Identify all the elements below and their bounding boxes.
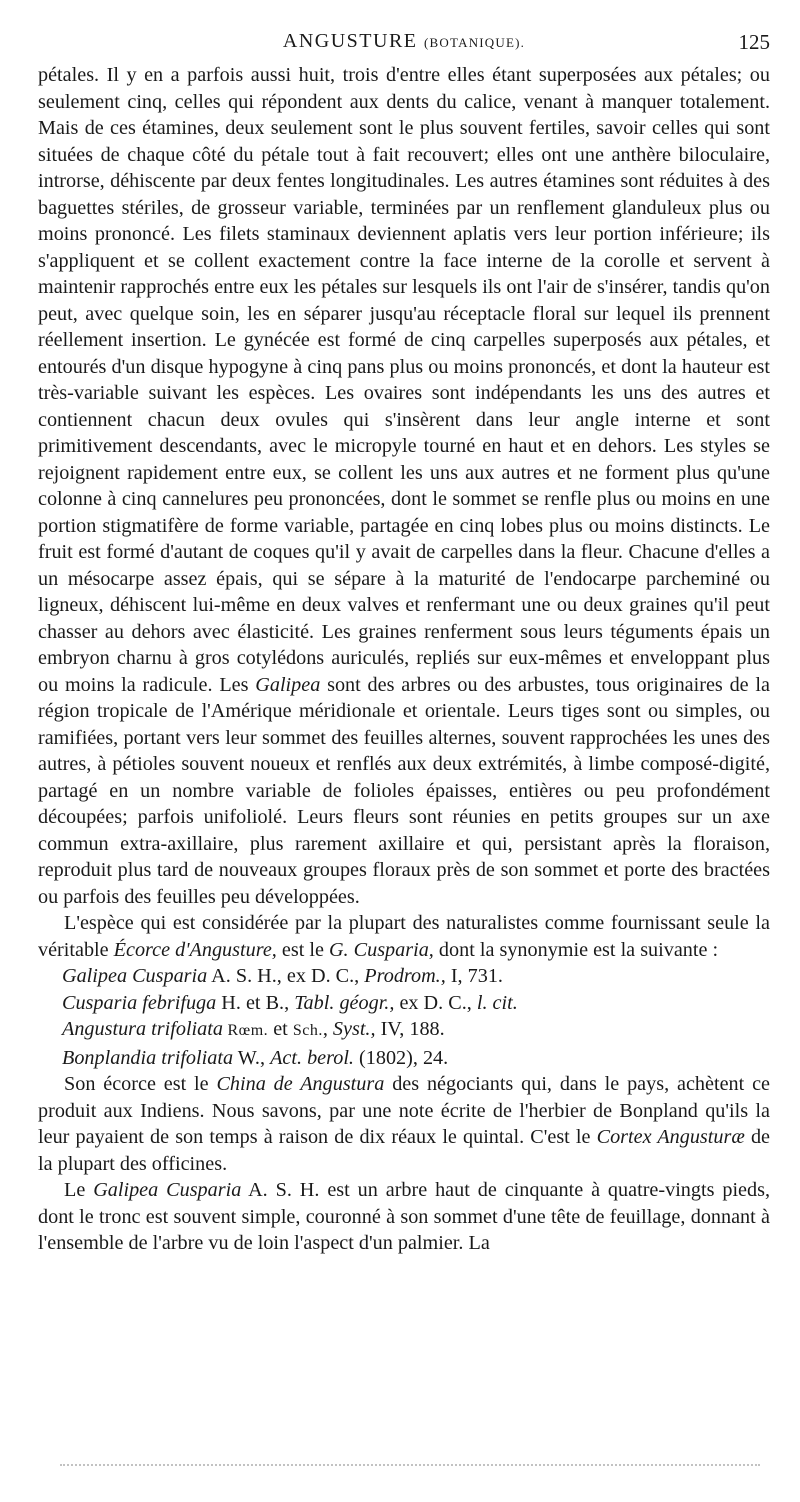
- paragraph-species-intro: L'espèce qui est considérée par la plupart des naturalistes comme fournissant seule la véritable Écorce d'Angusture, est le G. Cusparia, dont la synonymie est la suivante :: [38, 912, 770, 961]
- print-show-through: [60, 1464, 760, 1470]
- paragraph-floral-description: pétales. Il y en a parfois aussi huit, trois d'entre elles étant superposées aux pétales; ou seulement cinq, celles qui répondent aux dents du calice, venant à manquer totalement. Mais de ces étamines, deux seulement sont le plus souvent fertiles, savoir celles qui sont situées de chaque côté du pétale tout à fait recouvert; elles ont une anthère biloculaire, introrse, déhiscente par deux fentes longitudinales. Les autres étamines sont réduites à des baguettes stériles, de grosseur variable, terminées par un renflement glanduleux plus ou moins prononcé. Les filets staminaux deviennent aplatis vers leur portion inférieure; ils s'appliquent et se collent exactement contre la face interne de la corolle et servent à maintenir rapprochés entre eux les pétales sur lesquels ils ont l'air de s'insérer, tandis qu'on peut, avec quelque soin, les en séparer jusqu'au réceptacle floral sur lequel ils prennent réellement insertion. Le gynécée est formé de cinq carpelles superposés aux pétales, et entourés d'un disque hypogyne à cinq pans plus ou moins prononcés, et dont la hauteur est très-variable suivant les espèces. Les ovaires sont indépendants les uns des autres et contiennent chacun deux ovules qui s'insèrent dans leur angle interne et sont primitivement descendants, avec le micropyle tourné en haut et en dehors. Les styles se rejoignent rapidement entre eux, se collent les uns aux autres et ne forment plus qu'une colonne à cinq cannelures peu prononcées, dont le sommet se renfle plus ou moins en une portion stigmatifère de forme variable, partagée en cinq lobes plus ou moins distincts. Le fruit est formé d'autant de coques qu'il y avait de carpelles dans la fleur. Chacune d'elles a un mésocarpe assez épais, qui se sépare à la maturité de l'endocarpe parcheminé ou ligneux, déhiscent lui-même en deux valves et renfermant une ou deux graines qu'il peut chasser au dehors avec élasticité. Les graines renferment sous leurs téguments épais un embryon charnu à gros cotylédons auriculés, repliés sur eux-mêmes et enveloppant plus ou moins la radicule. Les Galipea sont des arbres ou des arbustes, tous originaires de la région tropicale de l'Amérique méridionale et orientale. Leurs tiges sont ou simples, ou ramifiées, portant vers leur sommet des feuilles alternes, souvent rapprochées les unes des autres, à pétioles souvent noueux et renflés aux deux extrémités, à limbe composé-digité, partagé en un nombre variable de folioles épaisses, entières ou peu profondément découpées; parfois unifoliolé. Leurs fleurs sont réunies en petits groupes sur un axe commun extra-axillaire, plus rarement axillaire et qui, persistant après la floraison, reproduit plus tard de nouveaux groupes floraux près de son sommet et porte des bractées ou parfois des feuilles peu développées.: [38, 64, 770, 908]
- running-title-subtitle: (BOTANIQUE).: [424, 35, 526, 50]
- page-header: [38, 28, 770, 56]
- paragraph-bark-trade: Son écorce est le China de Angustura des négociants qui, dans le pays, achètent ce produit aux Indiens. Nous savons, par une note écrite de l'herbier de Bonpland qu'ils la leur payaient de son temps à raison de dix réaux le quintal. C'est le Cortex Angusturæ de la plupart des officines.: [38, 1073, 771, 1175]
- genus-name: Galipea: [255, 673, 321, 696]
- synonym-entry: Cusparia febrifuga H. et B., Tabl. géogr., ex D. C., l. cit.: [62, 991, 518, 1014]
- body-text: [38, 62, 770, 1257]
- synonym-entry: Galipea Cusparia A. S. H., ex D. C., Prodrom., I, 731.: [62, 965, 503, 987]
- paragraph-tree-description: Le Galipea Cusparia A. S. H. est un arbre haut de cinquante à quatre-vingts pieds, dont le tronc est souvent simple, couronné à son sommet d'une tête de feuillage, donnant à l'ensemble de l'arbre vu de loin l'aspect d'un palmier. La: [38, 1179, 771, 1254]
- running-title: [38, 30, 770, 53]
- synonym-entry: Angustura trifoliata Rœm. et Sch., Syst., IV, 188.: [62, 1018, 445, 1040]
- running-title-main: ANGUSTURE: [282, 30, 418, 52]
- synonym-entry: Bonplandia trifoliata W., Act. berol. (1802), 24.: [62, 1046, 449, 1069]
- synonymy-list: [38, 963, 770, 1071]
- page-number: 125: [738, 30, 770, 54]
- species-name: G. Cusparia,: [328, 938, 434, 961]
- ecorce-name: Écorce d'Angusture,: [113, 938, 277, 961]
